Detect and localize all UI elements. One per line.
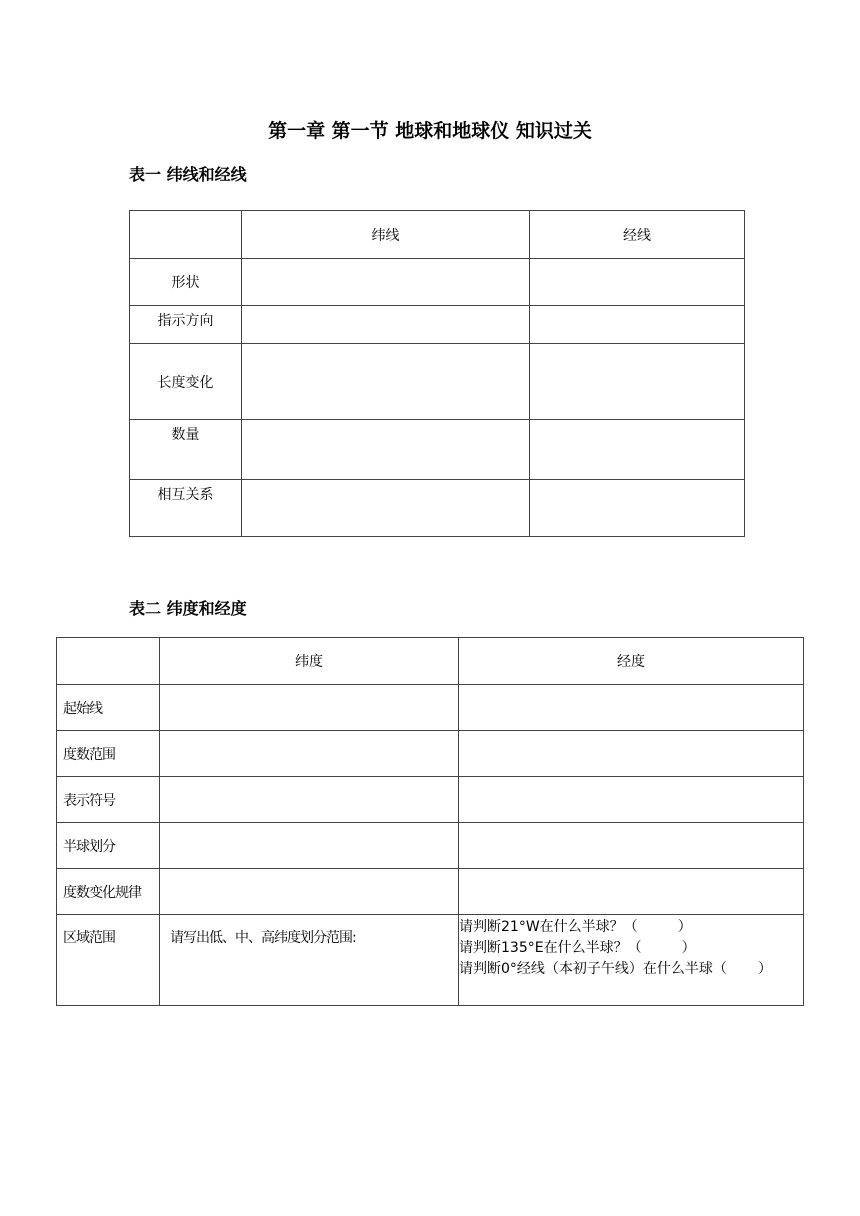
answer-cell[interactable] bbox=[530, 344, 745, 420]
table2-heading: 表二 纬度和经度 bbox=[129, 599, 247, 618]
answer-cell[interactable] bbox=[160, 823, 459, 869]
answer-cell[interactable] bbox=[242, 480, 530, 537]
answer-cell[interactable] bbox=[242, 344, 530, 420]
answer-cell[interactable] bbox=[530, 306, 745, 344]
table-header-row bbox=[57, 638, 804, 685]
answer-cell[interactable] bbox=[530, 420, 745, 480]
table-row bbox=[130, 306, 745, 344]
table-header-cell: 纬度 bbox=[160, 638, 459, 685]
table-header-row bbox=[130, 211, 745, 259]
row-label: 表示符号 bbox=[57, 777, 160, 823]
latitude-region-note[interactable]: 请写出低、中、高纬度划分范围: bbox=[160, 915, 459, 1006]
table-header-cell: 纬线 bbox=[242, 211, 530, 259]
table-row bbox=[130, 344, 745, 420]
latitude-longitude-lines-table bbox=[129, 210, 745, 537]
table-row bbox=[130, 480, 745, 537]
row-label: 形状 bbox=[130, 259, 242, 306]
answer-cell[interactable] bbox=[242, 306, 530, 344]
table-row bbox=[57, 915, 804, 1006]
table-row bbox=[57, 777, 804, 823]
answer-cell[interactable] bbox=[242, 259, 530, 306]
answer-cell[interactable] bbox=[160, 869, 459, 915]
answer-cell[interactable] bbox=[459, 869, 804, 915]
answer-cell[interactable] bbox=[459, 777, 804, 823]
row-label: 相互关系 bbox=[130, 480, 242, 537]
row-label: 半球划分 bbox=[57, 823, 160, 869]
table1-heading: 表一 纬线和经线 bbox=[129, 165, 247, 184]
question-text: 请判断135°E在什么半球？（ ） bbox=[459, 940, 696, 956]
answer-cell[interactable] bbox=[530, 480, 745, 537]
answer-cell[interactable] bbox=[160, 731, 459, 777]
answer-cell[interactable] bbox=[459, 731, 804, 777]
table-row bbox=[57, 823, 804, 869]
row-label: 区域范围 bbox=[57, 915, 160, 1006]
table-row bbox=[130, 420, 745, 480]
latitude-longitude-degrees-table bbox=[56, 637, 804, 1006]
table-header-cell: 经度 bbox=[459, 638, 804, 685]
answer-cell[interactable] bbox=[160, 685, 459, 731]
row-label: 起始线 bbox=[57, 685, 160, 731]
table-row bbox=[57, 685, 804, 731]
row-label: 度数变化规律 bbox=[57, 869, 160, 915]
row-label: 数量 bbox=[130, 420, 242, 480]
table-header-cell bbox=[130, 211, 242, 259]
answer-cell[interactable] bbox=[459, 823, 804, 869]
answer-cell[interactable] bbox=[530, 259, 745, 306]
question-text: 请判断0°经线（本初子午线）在什么半球（ ） bbox=[459, 961, 773, 977]
row-label: 度数范围 bbox=[57, 731, 160, 777]
table-header-cell bbox=[57, 638, 160, 685]
answer-cell[interactable] bbox=[160, 777, 459, 823]
question-text: 请判断21°W在什么半球？（ ） bbox=[459, 919, 692, 935]
table-row bbox=[130, 259, 745, 306]
answer-cell[interactable] bbox=[459, 685, 804, 731]
table-row bbox=[57, 869, 804, 915]
page-title: 第一章 第一节 地球和地球仪 知识过关 bbox=[268, 120, 592, 142]
row-label: 长度变化 bbox=[130, 344, 242, 420]
longitude-questions[interactable] bbox=[459, 915, 804, 1006]
answer-cell[interactable] bbox=[242, 420, 530, 480]
table-header-cell: 经线 bbox=[530, 211, 745, 259]
row-label: 指示方向 bbox=[130, 306, 242, 344]
table-row bbox=[57, 731, 804, 777]
